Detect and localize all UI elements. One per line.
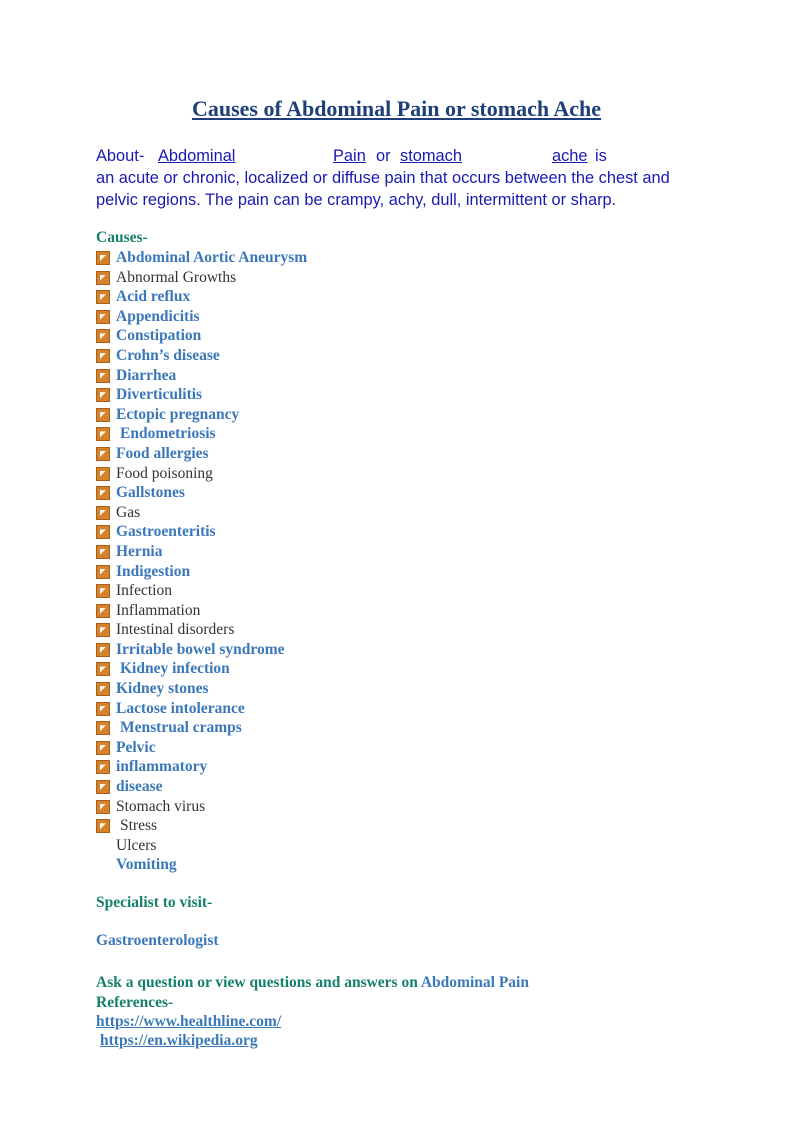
- about-first-line: [96, 145, 706, 167]
- cause-label[interactable]: Kidney stones: [116, 680, 209, 698]
- cause-label[interactable]: Vomiting: [116, 856, 177, 874]
- abdominal-pain-qa-link[interactable]: Abdominal Pain: [420, 974, 529, 991]
- about-or-text: or: [376, 147, 391, 165]
- cause-label[interactable]: Hernia: [116, 542, 163, 560]
- cause-label[interactable]: inflammatory: [116, 758, 208, 776]
- bullet-arrow-icon: [96, 271, 110, 285]
- cause-label[interactable]: Gastroenteritis: [116, 523, 216, 541]
- bullet-arrow-icon: [96, 800, 110, 814]
- cause-label[interactable]: Gallstones: [116, 484, 185, 502]
- cause-label: Infection: [116, 582, 172, 600]
- cause-label: Inflammation: [116, 601, 201, 619]
- ask-text: Ask a question or view questions and answers on: [96, 974, 421, 991]
- cause-label[interactable]: Lactose intolerance: [116, 699, 245, 717]
- causes-heading: Causes-: [96, 229, 148, 246]
- bullet-arrow-icon: [96, 486, 110, 500]
- bullet-arrow-icon: [96, 819, 110, 833]
- reference-link-wikipedia[interactable]: https://en.wikipedia.org: [100, 1032, 258, 1049]
- bullet-arrow-icon: [96, 565, 110, 579]
- cause-label[interactable]: Food allergies: [116, 444, 209, 462]
- cause-label: Gas: [116, 503, 141, 521]
- bullet-arrow-icon: [96, 545, 110, 559]
- cause-label[interactable]: Acid reflux: [116, 288, 191, 306]
- bullet-arrow-icon: [96, 408, 110, 422]
- cause-label[interactable]: Endometriosis: [120, 425, 216, 443]
- cause-label: Intestinal disorders: [116, 621, 235, 639]
- specialist-link[interactable]: Gastroenterologist: [96, 932, 219, 949]
- cause-label[interactable]: Indigestion: [116, 562, 191, 580]
- cause-label: Ulcers: [116, 836, 157, 854]
- bullet-arrow-icon: [96, 447, 110, 461]
- bullet-arrow-icon: [96, 760, 110, 774]
- pain-link[interactable]: Pain: [333, 147, 366, 165]
- bullet-arrow-icon: [96, 721, 110, 735]
- cause-label[interactable]: Abdominal Aortic Aneurysm: [116, 249, 308, 266]
- specialist-heading: Specialist to visit-: [96, 894, 213, 911]
- ache-link[interactable]: ache: [552, 147, 588, 165]
- bullet-arrow-icon: [96, 388, 110, 402]
- bullet-arrow-icon: [96, 682, 110, 696]
- cause-label[interactable]: Pelvic: [116, 738, 156, 756]
- bullet-arrow-icon: [96, 349, 110, 363]
- about-paragraph: [96, 145, 706, 211]
- cause-label[interactable]: Diarrhea: [116, 366, 177, 384]
- cause-label: Stomach virus: [116, 797, 206, 815]
- reference-link-healthline[interactable]: https://www.healthline.com/: [96, 1013, 282, 1030]
- bullet-arrow-icon: [96, 525, 110, 539]
- cause-label[interactable]: Irritable bowel syndrome: [116, 640, 285, 658]
- bullet-arrow-icon: [96, 329, 110, 343]
- bullet-arrow-icon: [96, 604, 110, 618]
- bullet-arrow-icon: [96, 310, 110, 324]
- bullet-arrow-icon: [96, 741, 110, 755]
- cause-label[interactable]: Ectopic pregnancy: [116, 405, 240, 423]
- cause-label[interactable]: Appendicitis: [116, 307, 200, 325]
- abdominal-link[interactable]: Abdominal: [158, 147, 236, 165]
- bullet-arrow-icon: [96, 702, 110, 716]
- bullet-arrow-icon: [96, 251, 110, 265]
- cause-label[interactable]: Diverticulitis: [116, 386, 203, 404]
- page-title: Causes of Abdominal Pain or stomach Ache: [191, 96, 602, 121]
- bullet-arrow-icon: [96, 584, 110, 598]
- references-heading: References-: [96, 994, 174, 1011]
- cause-label[interactable]: disease: [116, 778, 163, 796]
- cause-label[interactable]: Kidney infection: [120, 660, 230, 678]
- about-line-3: pelvic regions. The pain can be crampy, achy, dull, intermittent or sharp.: [96, 191, 617, 209]
- bullet-arrow-icon: [96, 467, 110, 481]
- bullet-arrow-icon: [96, 369, 110, 383]
- cause-label: Abnormal Growths: [116, 268, 237, 286]
- cause-label: Food poisoning: [116, 464, 213, 482]
- about-prefix: About-: [96, 147, 145, 165]
- stomach-link[interactable]: stomach: [400, 147, 462, 165]
- bullet-arrow-icon: [96, 427, 110, 441]
- bullet-arrow-icon: [96, 662, 110, 676]
- cause-label[interactable]: Crohn’s disease: [116, 346, 220, 364]
- about-line-2: an acute or chronic, localized or diffuse pain that occurs between the chest and: [96, 169, 670, 187]
- bullet-arrow-icon: [96, 290, 110, 304]
- bullet-arrow-icon: [96, 643, 110, 657]
- ask-question-line: [96, 974, 529, 992]
- cause-label[interactable]: Constipation: [116, 327, 202, 345]
- bullet-arrow-icon: [96, 780, 110, 794]
- cause-label: Stress: [120, 817, 158, 835]
- bullet-arrow-icon: [96, 506, 110, 520]
- bullet-arrow-icon: [96, 623, 110, 637]
- about-is-text: is: [595, 147, 607, 165]
- cause-label[interactable]: Menstrual cramps: [120, 719, 242, 737]
